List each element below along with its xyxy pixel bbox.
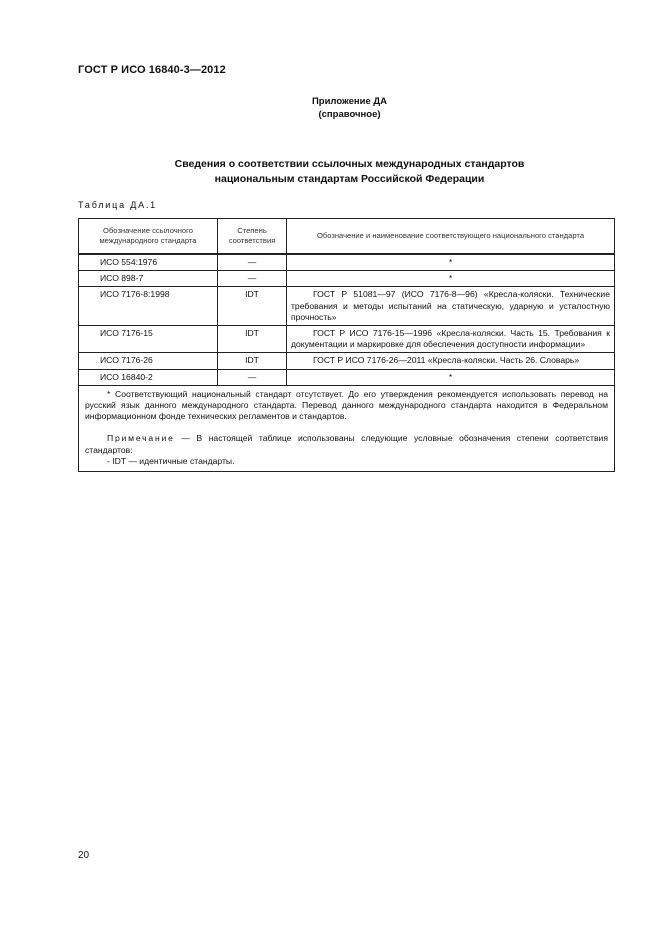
table-row (79, 353, 615, 369)
table-notes (79, 385, 615, 471)
column-header-degree-line-1: Степень (237, 225, 267, 235)
national-cell-text: ГОСТ Р 51081—97 (ИСО 7176-8—96) «Кресла-коляски. Технические требования и методы испытаний на статическую, ударную и усталостную прочность» (291, 289, 610, 322)
document-header: ГОСТ Р ИСО 16840-3—2012 (78, 64, 226, 76)
column-header-national-line-1: Обозначение и наименование соответствующего национального стандарта (316, 230, 585, 240)
ref-cell: ИСО 898-7 (79, 271, 218, 287)
ref-cell: ИСО 7176-26 (79, 353, 218, 369)
appendix-title: Приложение ДА (311, 96, 388, 107)
national-cell-text: ГОСТ Р ИСО 7176-26—2011 «Кресла-коляски. Часть 26. Словарь» (313, 355, 580, 366)
column-header-degree (218, 219, 287, 255)
column-header-ref-line-1: Обозначение ссылочного (103, 225, 193, 235)
degree-cell: — (218, 254, 287, 271)
national-cell: * (287, 271, 615, 287)
table-row (79, 287, 615, 326)
table-label: Таблица ДА.1 (78, 200, 157, 210)
appendix-subtitle: (справочное) (318, 109, 381, 120)
section-title (0, 157, 661, 187)
table-row (79, 369, 615, 385)
table-row (79, 254, 615, 271)
degree-cell: IDT (218, 353, 287, 369)
correspondence-table (78, 218, 615, 472)
section-title-line-1: Сведения о соответствии ссылочных международных стандартов (174, 158, 525, 170)
degree-cell: IDT (218, 326, 287, 353)
national-cell (287, 287, 615, 326)
table-row (79, 271, 615, 287)
column-header-ref (79, 219, 218, 255)
page-number: 20 (78, 850, 90, 861)
table-footnote: * Соответствующий национальный стандарт отсутствует. До его утверждения рекомендуется использовать перевод на русский язык данного международного стандарта. Перевод данного международного стандарта находится в Федеральном информационном фонде технических регламентов и стандартов. (85, 388, 608, 422)
national-cell (287, 353, 615, 369)
column-header-ref-line-2: международного стандарта (99, 236, 197, 245)
degree-cell: — (218, 271, 287, 287)
appendix-heading (0, 95, 661, 121)
section-title-line-2: национальным стандартам Российской Федерации (214, 173, 485, 185)
national-cell-text: ГОСТ Р ИСО 7176-15—1996 «Кресла-коляски. Часть 15. Требования к документации и маркировке для обеспечения доступности информации» (291, 328, 610, 350)
national-cell: * (287, 369, 615, 385)
column-header-degree-line-2: соответствия (228, 236, 276, 245)
ref-cell: ИСО 7176-15 (79, 326, 218, 353)
note-item: - IDT — идентичные стандарты. (107, 455, 235, 466)
table-note-row (79, 385, 615, 471)
table-row (79, 326, 615, 353)
note-text: — В настоящей таблице использованы следующие условные обозначения степени соответствия стандартов: (85, 433, 608, 455)
ref-cell: ИСО 16840-2 (79, 369, 218, 385)
national-cell: * (287, 254, 615, 271)
table-note (85, 433, 608, 455)
ref-cell: ИСО 7176-8:1998 (79, 287, 218, 326)
national-cell (287, 326, 615, 353)
table-header-row (79, 219, 615, 255)
note-label: Примечание (107, 433, 175, 444)
ref-cell: ИСО 554:1976 (79, 254, 218, 271)
degree-cell: — (218, 369, 287, 385)
degree-cell: IDT (218, 287, 287, 326)
column-header-national (287, 219, 615, 255)
